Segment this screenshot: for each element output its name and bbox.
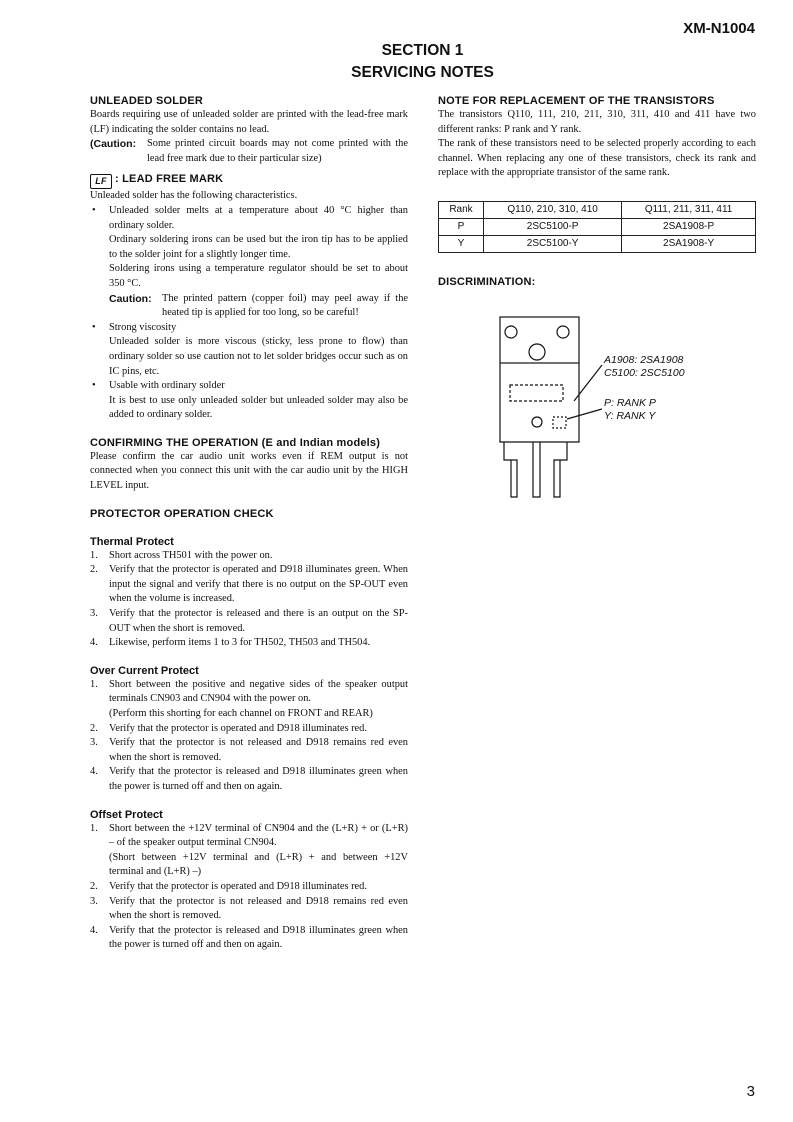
pin-dot-icon xyxy=(532,417,542,427)
item-text: Likewise, perform items 1 to 3 for TH502, TH503 and TH504. xyxy=(109,637,371,649)
caution-text: The printed pattern (copper foil) may peel away if the heated tip is applied for too long, so be careful! xyxy=(162,292,408,319)
section-heading xyxy=(0,40,793,84)
list-item xyxy=(90,924,408,953)
item-text: Verify that the protector is operated and D918 illuminates red. xyxy=(109,722,367,734)
item-text: Verify that the protector is operated and D918 illuminates red. xyxy=(109,880,367,892)
item-number: 3. xyxy=(90,737,98,749)
list-item xyxy=(90,765,408,794)
table-cell: 2SC5100-P xyxy=(484,218,622,235)
bullet-text: Strong viscosity xyxy=(109,321,177,333)
item-text: Short across TH501 with the power on. xyxy=(109,549,273,561)
table-cell: 2SA1908-P xyxy=(622,218,756,235)
lead-right xyxy=(554,442,567,497)
discrimination-heading: DISCRIMINATION: xyxy=(438,275,536,288)
list-item xyxy=(90,736,408,765)
protector-check-heading: PROTECTOR OPERATION CHECK xyxy=(90,507,274,520)
bullet-paragraph: Soldering irons using a temperature regulator should be set to about 350 °C. xyxy=(109,263,408,289)
transistor-body xyxy=(500,363,579,442)
caution-label: (Caution: xyxy=(90,138,137,151)
item-number: 4. xyxy=(90,637,98,649)
type-marking-box xyxy=(510,385,563,401)
item-text: Short between the +12V terminal of CN904 and the (L+R) + or (L+R) – of the speaker output terminal CN904. xyxy=(109,822,408,849)
item-text: Verify that the protector is released and there is an output on the SP-OUT when the short is removed. xyxy=(109,608,408,634)
page-title: SERVICING NOTES xyxy=(351,64,494,81)
type-label-c5100: C5100: 2SC5100 xyxy=(604,367,685,379)
leader-line xyxy=(574,365,602,401)
right-column xyxy=(438,94,756,289)
transistor-replacement-heading: NOTE FOR REPLACEMENT OF THE TRANSISTORS xyxy=(438,95,715,107)
caution-label: Caution: xyxy=(109,292,152,305)
item-number: 4. xyxy=(90,924,98,936)
page-number: 3 xyxy=(746,1083,755,1100)
table-header-cell: Rank xyxy=(439,201,484,218)
list-item xyxy=(90,895,408,924)
list-item xyxy=(90,678,408,707)
left-column xyxy=(90,94,408,953)
item-text: Short between the positive and negative sides of the speaker output terminals CN903 and CN904 with the power on. xyxy=(109,678,408,705)
thermal-protect-heading: Thermal Protect xyxy=(90,535,174,548)
item-text: Verify that the protector is not released and D918 remains red even when the short is removed. xyxy=(109,895,408,922)
confirming-operation-text: Please confirm the car audio unit works even if REM output is not connected when you connect this unit with the car audio unit by the HIGH LEVEL input. xyxy=(90,450,408,492)
list-item xyxy=(90,822,408,851)
item-text: Verify that the protector is released and D918 illuminates green when the power is turned off and then on again. xyxy=(109,924,408,951)
list-item xyxy=(90,321,408,336)
item-number: 2. xyxy=(90,564,98,576)
transistor-paragraph-1: The transistors Q110, 111, 210, 211, 310, 311, 410 and 411 have two different ranks: P rank and Y rank. xyxy=(438,109,756,135)
bullet-text: Unleaded solder melts at a temperature about 40 °C higher than ordinary solder. xyxy=(109,204,408,231)
offset-protect-heading: Offset Protect xyxy=(90,808,163,821)
table-row xyxy=(439,218,756,235)
iron-caution xyxy=(90,292,408,321)
table-cell: P xyxy=(439,218,484,235)
item-number: 2. xyxy=(90,722,98,734)
unleaded-intro: Boards requiring use of unleaded solder are printed with the lead-free mark (LF) indicating the solder contains no lead. xyxy=(90,109,408,135)
mounting-hole-icon xyxy=(529,344,545,360)
bullet-paragraph: It is best to use only unleaded solder but unleaded solder may also be added to ordinary solder. xyxy=(109,394,408,421)
unleaded-caution xyxy=(90,137,408,166)
leader-line xyxy=(567,409,602,419)
item-number: 1. xyxy=(90,822,98,834)
type-label-a1908: A1908: 2SA1908 xyxy=(604,354,684,366)
lead-free-icon: LF xyxy=(90,174,112,189)
item-number: 3. xyxy=(90,608,98,620)
list-item xyxy=(90,880,408,895)
item-number: 3. xyxy=(90,895,98,907)
list-item xyxy=(90,636,408,651)
item-number: 1. xyxy=(90,549,98,561)
item-note: (Short between +12V terminal and (L+R) + and between +12V terminal and (L+R) –) xyxy=(109,851,408,878)
table-row xyxy=(439,235,756,252)
caution-text: Some printed circuit boards may not come printed with the lead free mark due to their particular size) xyxy=(147,138,408,164)
list-item xyxy=(90,379,408,394)
bullet-text: Usable with ordinary solder xyxy=(109,380,225,392)
lead-free-mark-label: : LEAD FREE MARK xyxy=(115,173,224,186)
heatsink-tab xyxy=(500,317,579,363)
rank-label-p: P: RANK P xyxy=(604,397,656,409)
list-item xyxy=(90,204,408,233)
list-item xyxy=(90,607,408,636)
list-item xyxy=(90,722,408,737)
confirming-operation-heading: CONFIRMING THE OPERATION (E and Indian models) xyxy=(90,436,381,449)
bullet-icon: • xyxy=(92,380,96,392)
bullet-icon: • xyxy=(92,321,96,333)
over-current-protect-heading: Over Current Protect xyxy=(90,664,199,677)
table-cell: 2SC5100-Y xyxy=(484,235,622,252)
item-number: 4. xyxy=(90,766,98,778)
list-item xyxy=(90,563,408,607)
rank-marking-box xyxy=(553,417,566,428)
mounting-hole-icon xyxy=(557,326,569,338)
characteristics-intro: Unleaded solder has the following characteristics. xyxy=(90,190,298,202)
lead-center xyxy=(533,442,540,497)
unleaded-solder-heading: UNLEADED SOLDER xyxy=(90,95,204,107)
table-header-cell: Q111, 211, 311, 411 xyxy=(622,201,756,218)
table-header-cell: Q110, 210, 310, 410 xyxy=(484,201,622,218)
lead-left xyxy=(504,442,517,497)
rank-label-y: Y: RANK Y xyxy=(604,410,656,422)
type-label-group xyxy=(604,354,685,380)
section-number: SECTION 1 xyxy=(381,42,464,59)
model-number: XM-N1004 xyxy=(683,20,755,37)
table-header-row xyxy=(439,201,756,218)
bullet-paragraph: Unleaded solder is more viscous (sticky, less prone to flow) than ordinary solder so use caution not to let solder bridges occur such as on IC pins, etc. xyxy=(109,336,408,377)
table-cell: 2SA1908-Y xyxy=(622,235,756,252)
rank-table xyxy=(438,201,756,253)
rank-label-group xyxy=(604,397,656,423)
bullet-icon: • xyxy=(92,204,96,216)
bullet-paragraph: Ordinary soldering irons can be used but the iron tip has to be applied to the solder joint for a slightly longer time. xyxy=(109,234,408,260)
mounting-hole-icon xyxy=(505,326,517,338)
item-text: Verify that the protector is operated and D918 illuminates green. When input the signal and verify that there is no output on the SP-OUT even when the volume is increased. xyxy=(109,564,408,605)
item-number: 1. xyxy=(90,678,98,690)
item-text: Verify that the protector is released and D918 illuminates green when the power is turned off and then on again. xyxy=(109,766,408,792)
item-note: (Perform this shorting for each channel on FRONT and REAR) xyxy=(109,708,373,719)
item-number: 2. xyxy=(90,880,98,892)
list-item xyxy=(90,549,408,564)
transistor-paragraph-2: The rank of these transistors need to be selected properly according to each channel. When replacing any one of these transistors, check its rank and replace with the appropriate transistor of the same rank. xyxy=(438,138,756,179)
lead-free-mark-heading xyxy=(90,172,408,189)
table-cell: Y xyxy=(439,235,484,252)
item-text: Verify that the protector is not released and D918 remains red even when the short is removed. xyxy=(109,737,408,763)
